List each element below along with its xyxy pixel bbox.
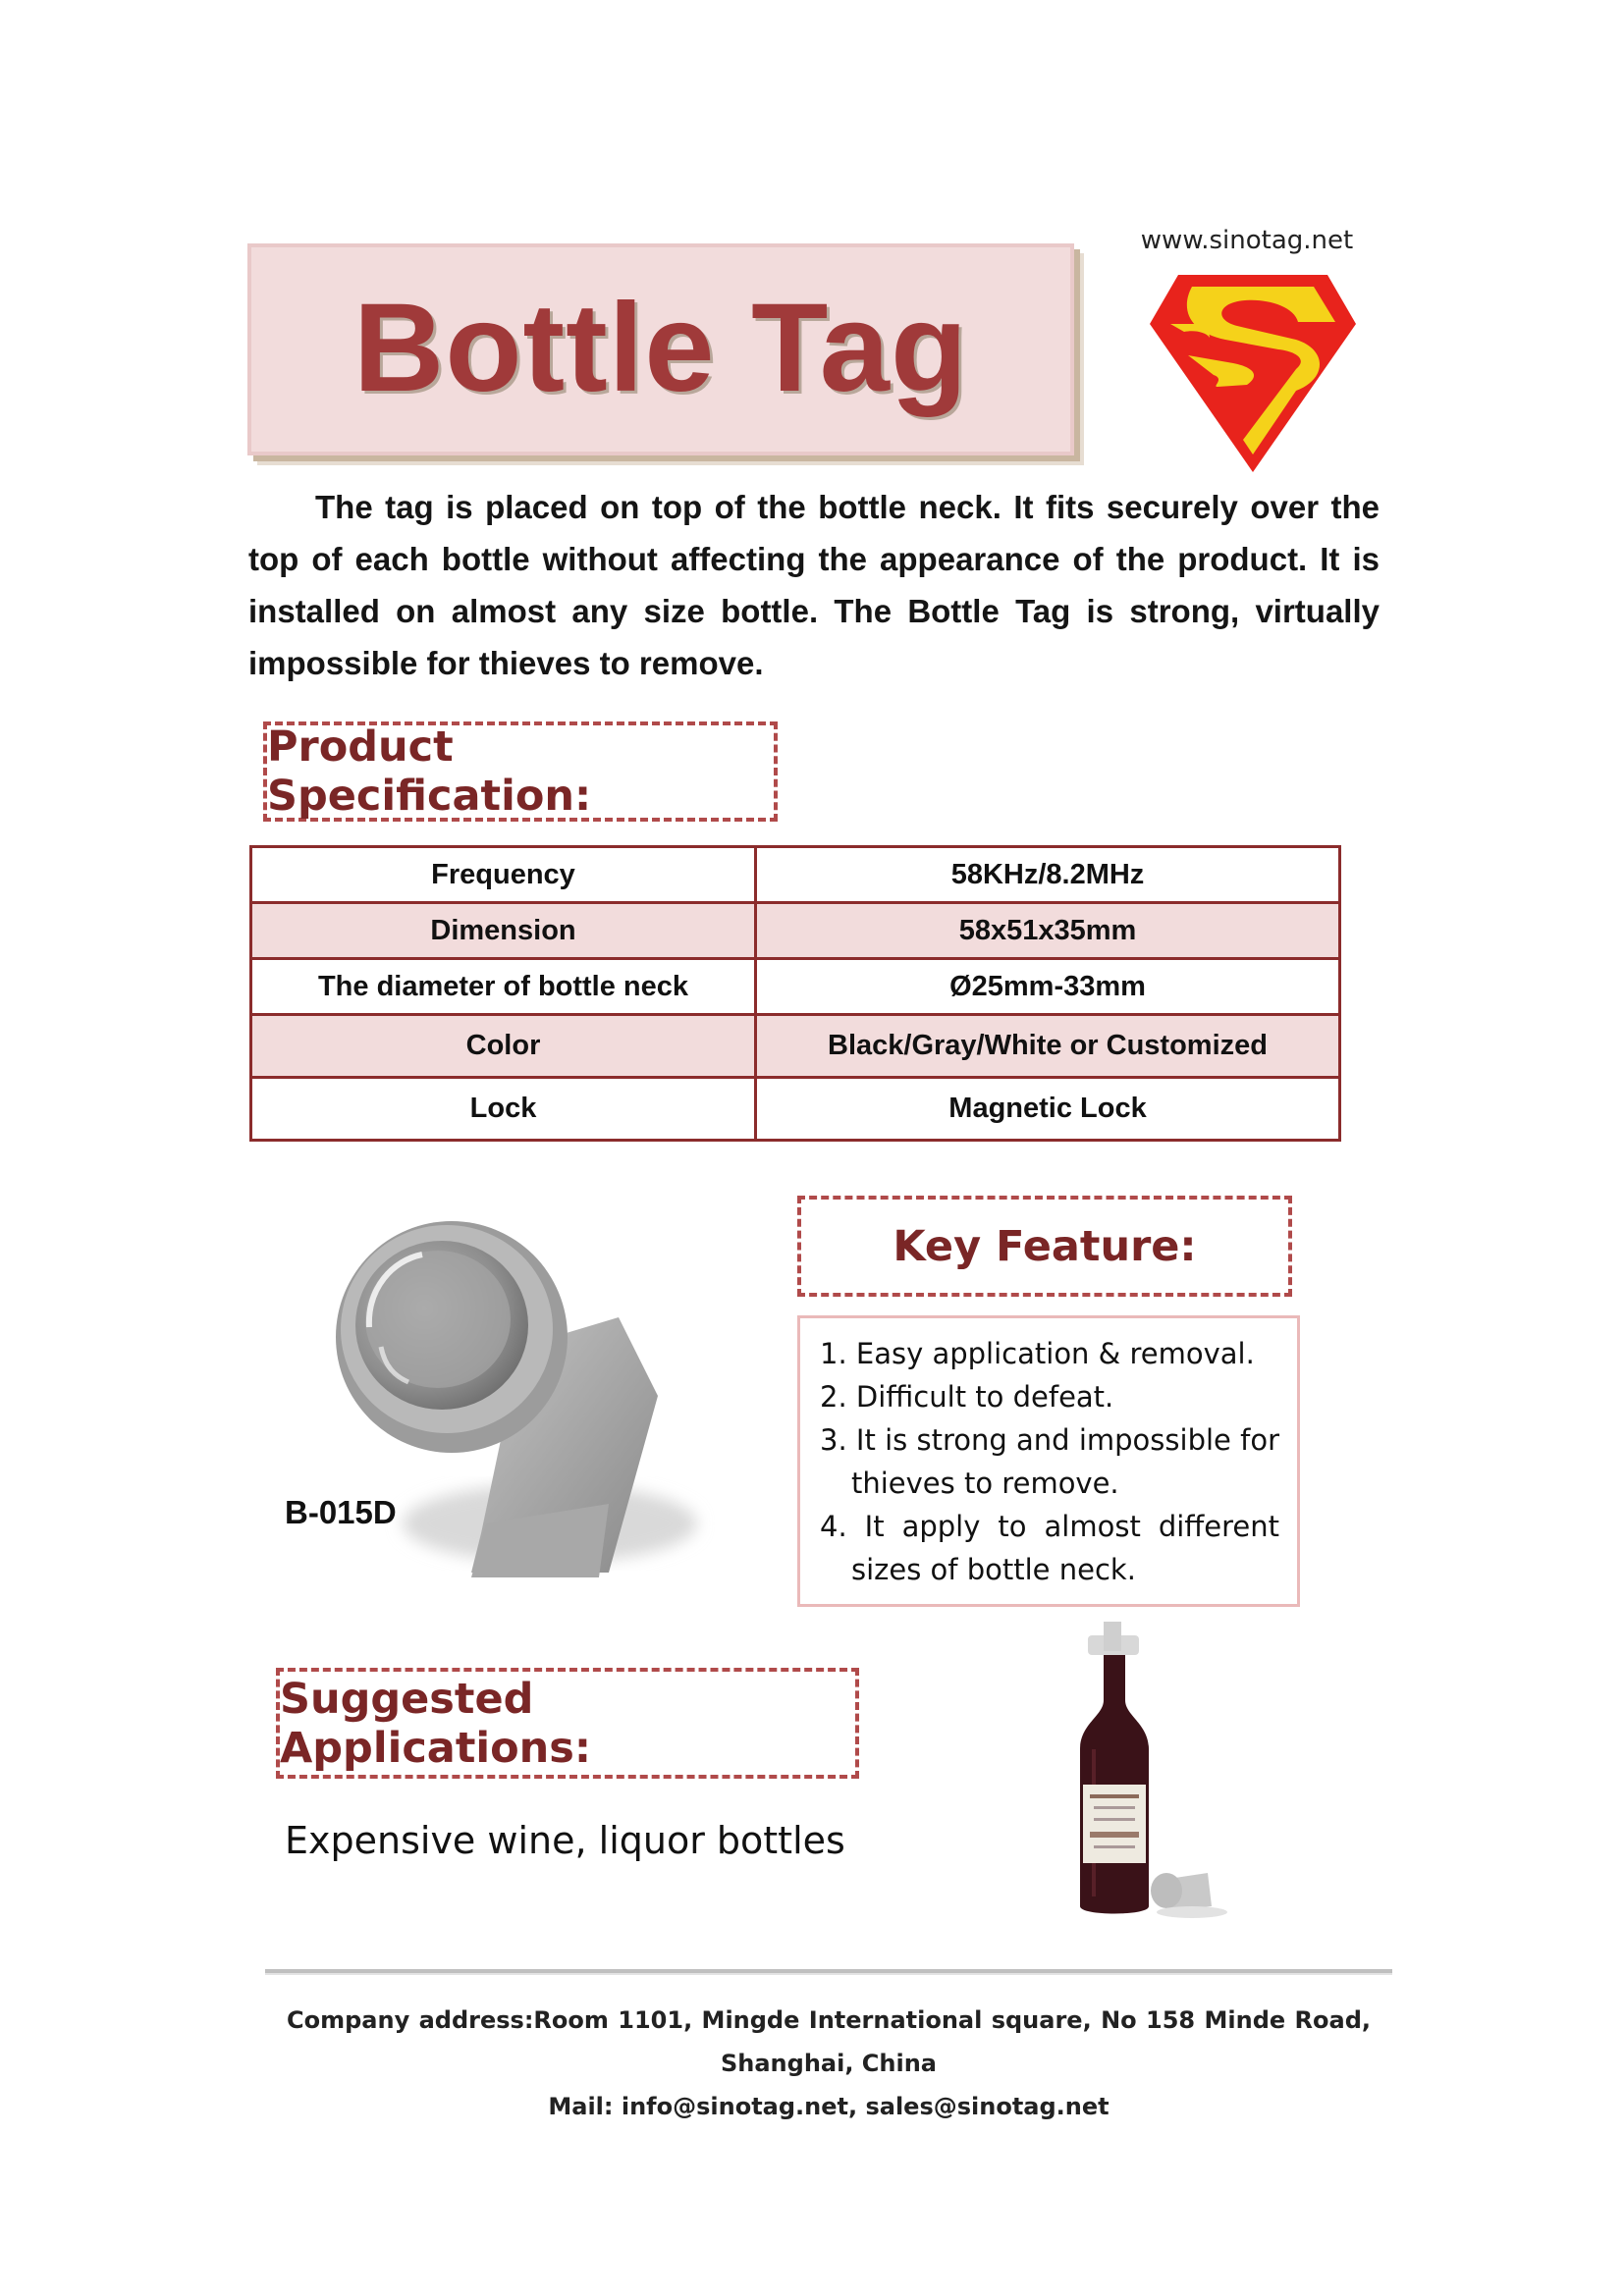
spec-key: The diameter of bottle neck (251, 959, 756, 1015)
company-address: Company address:Room 1101, Mingde International square, No 158 Minde Road, Shanghai, China (287, 2006, 1371, 2077)
table-row (251, 847, 1340, 903)
bottle-tag-product-photo-icon (324, 1200, 717, 1592)
key-feature-heading: Key Feature: (797, 1196, 1292, 1297)
list-item: 3. It is strong and impossible for thieves to remove. (820, 1423, 1279, 1500)
spec-key: Color (251, 1015, 756, 1078)
spec-value: Black/Gray/White or Customized (756, 1015, 1340, 1078)
page-title: Bottle Tag (352, 278, 969, 418)
spec-key: Dimension (251, 903, 756, 959)
list-item: 4. It apply to almost different sizes of bottle neck. (820, 1510, 1279, 1586)
applications-text: Expensive wine, liquor bottles (285, 1819, 845, 1862)
suggested-applications-heading: Suggested Applications: (276, 1668, 859, 1779)
superman-s-shield-logo-icon (1149, 273, 1357, 473)
table-row (251, 903, 1340, 959)
table-row (251, 1078, 1340, 1141)
spec-value: Magnetic Lock (756, 1078, 1340, 1141)
product-specification-heading: Product Specification: (263, 721, 778, 822)
product-model-label: B-015D (285, 1494, 397, 1530)
intro-paragraph: The tag is placed on top of the bottle neck. It fits securely over the top of each bottle without affecting the appearance of the product. It is installed on almost any size bottle. The Bottle Tag is strong, virtually impossible for thieves to remove. (248, 489, 1380, 681)
table-row (251, 1015, 1340, 1078)
spec-value: 58KHz/8.2MHz (756, 847, 1340, 903)
spec-value: Ø25mm-33mm (756, 959, 1340, 1015)
footer (265, 1999, 1392, 2128)
contact-mail[interactable]: Mail: info@sinotag.net, sales@sinotag.net (548, 2093, 1110, 2120)
website-url[interactable]: www.sinotag.net (1140, 226, 1354, 255)
wine-bottle-with-tag-photo-icon (1060, 1622, 1237, 1926)
specification-table (249, 845, 1341, 1142)
key-features-list (797, 1315, 1300, 1607)
list-item: 1. Easy application & removal. (820, 1337, 1255, 1370)
spec-key: Frequency (251, 847, 756, 903)
spec-key: Lock (251, 1078, 756, 1141)
table-row (251, 959, 1340, 1015)
spec-value: 58x51x35mm (756, 903, 1340, 959)
footer-divider (265, 1969, 1392, 1973)
list-item: 2. Difficult to defeat. (820, 1380, 1114, 1414)
